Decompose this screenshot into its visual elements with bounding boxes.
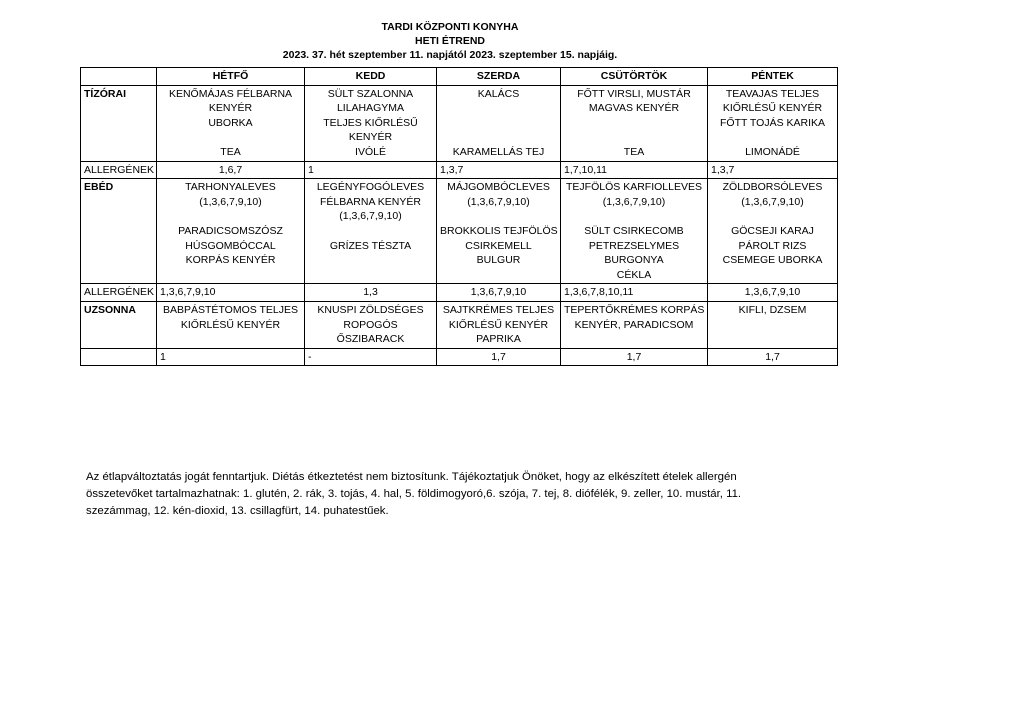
- ebed-label: EBÉD: [81, 179, 157, 284]
- uzsonna-wednesday: [437, 301, 561, 348]
- menu-line: [564, 209, 704, 224]
- menu-line: MÁJGOMBÓCLEVES: [447, 181, 550, 194]
- menu-line: (1,3,6,7,9,10): [467, 195, 530, 208]
- menu-line: KORPÁS KENYÉR: [185, 254, 276, 267]
- menu-line: TARHONYALEVES: [185, 181, 276, 194]
- allergen-label-empty: [81, 348, 157, 366]
- menu-line: PAPRIKA: [476, 333, 521, 346]
- uzsonna-thursday: [561, 301, 708, 348]
- menu-line: KENYÉR: [348, 131, 393, 144]
- menu-line: MAGVAS KENYÉR: [588, 102, 680, 115]
- disclaimer: [86, 469, 826, 520]
- corner-cell: [81, 68, 157, 86]
- allergen-value: -: [305, 348, 437, 366]
- menu-line: KENYÉR: [208, 102, 253, 115]
- menu-line: SÜLT CSIRKECOMB: [584, 224, 684, 237]
- menu-line: ZÖLDBORSÓLEVES: [722, 181, 823, 194]
- menu-line: SÜLT SZALONNA: [327, 87, 414, 100]
- menu-line: IVÓLÉ: [355, 145, 386, 158]
- menu-line: HÚSGOMBÓCCAL: [185, 239, 276, 252]
- menu-line: KARAMELLÁS TEJ: [452, 145, 545, 158]
- menu-line: [440, 116, 557, 131]
- date-range: 2023. 37. hét szeptember 11. napjától 2023. szeptember 15. napjáig.: [282, 49, 618, 61]
- allergen-value: 1: [157, 348, 305, 366]
- ebed-monday: [157, 179, 305, 284]
- uzsonna-label: UZSONNA: [81, 301, 157, 348]
- menu-line: FÉLBARNA KENYÉR: [320, 195, 421, 208]
- tizorai-label: TÍZÓRAI: [81, 85, 157, 161]
- allergen-value: 1,3,6,7,9,10: [708, 284, 838, 302]
- tizorai-thursday: [561, 85, 708, 161]
- allergen-value: 1,7: [708, 348, 838, 366]
- allergen-value: 1,3,7: [437, 161, 561, 179]
- uzsonna-allergen-row: [81, 348, 838, 366]
- allergen-value: 1,6,7: [157, 161, 305, 179]
- allergen-label: ALLERGÉNEK: [81, 161, 157, 179]
- menu-line: ŐSZIBARACK: [336, 333, 405, 346]
- disclaimer-line: összetevőket tartalmazhatnak: 1. glutén, 2. rák, 3. tojás, 4. hal, 5. földimogyoró,6. szója, 7. tej, 8. diófélék, 9. zeller, 10. mustár, 11.: [86, 488, 742, 500]
- allergen-value: 1,3: [305, 284, 437, 302]
- uzsonna-row: [81, 301, 838, 348]
- menu-line: [160, 130, 301, 145]
- menu-title: HETI ÉTREND: [414, 35, 485, 47]
- day-thursday: CSÜTÖRTÖK: [561, 68, 708, 86]
- menu-line: [308, 224, 433, 239]
- menu-line: KENŐMÁJAS FÉLBARNA: [168, 87, 293, 100]
- ebed-thursday: [561, 179, 708, 284]
- menu-line: CSEMEGE UBORKA: [722, 254, 823, 267]
- menu-line: TELJES KIŐRLÉSŰ: [323, 116, 418, 129]
- menu-line: [440, 101, 557, 116]
- uzsonna-friday: [708, 301, 838, 348]
- menu-line: KIŐRLÉSŰ KENYÉR: [180, 318, 281, 331]
- ebed-allergen-row: [81, 284, 838, 302]
- allergen-label: ALLERGÉNEK: [81, 284, 157, 302]
- disclaimer-line: szezámmag, 12. kén-dioxid, 13. csillagfürt, 14. puhatestűek.: [86, 505, 389, 517]
- menu-header: [230, 20, 670, 62]
- menu-line: LILAHAGYMA: [336, 102, 405, 115]
- menu-line: (1,3,6,7,9,10): [602, 195, 666, 208]
- kitchen-name: TARDI KÖZPONTI KONYHA: [381, 21, 519, 33]
- menu-line: ROPOGÓS: [343, 318, 398, 331]
- menu-line: FŐTT VIRSLI, MUSTÁR: [577, 87, 691, 100]
- menu-line: GRÍZES TÉSZTA: [329, 239, 412, 252]
- menu-line: [711, 209, 834, 224]
- ebed-friday: [708, 179, 838, 284]
- tizorai-allergen-row: [81, 161, 838, 179]
- allergen-value: 1,3,6,7,9,10: [437, 284, 561, 302]
- uzsonna-monday: [157, 301, 305, 348]
- menu-line: TEA: [623, 145, 645, 158]
- menu-line: PETREZSELYMES: [588, 239, 680, 252]
- uzsonna-tuesday: [305, 301, 437, 348]
- weekly-menu-table: [80, 67, 838, 366]
- menu-line: CSIRKEMELL: [465, 239, 532, 252]
- tizorai-row: [81, 85, 838, 161]
- allergen-value: 1: [305, 161, 437, 179]
- menu-line: [440, 209, 557, 224]
- menu-line: BULGUR: [476, 254, 521, 267]
- tizorai-friday: [708, 85, 838, 161]
- menu-line: TEJFÖLÖS KARFIOLLEVES: [566, 181, 702, 194]
- menu-line: FŐTT TOJÁS KARIKA: [719, 116, 826, 129]
- menu-line: SAJTKRÉMES TELJES: [442, 303, 555, 316]
- allergen-value: 1,3,7: [708, 161, 838, 179]
- ebed-tuesday: [305, 179, 437, 284]
- menu-line: CÉKLA: [616, 268, 652, 281]
- day-friday: PÉNTEK: [708, 68, 838, 86]
- menu-line: TEPERTŐKRÉMES KORPÁS: [564, 303, 705, 316]
- menu-line: BURGONYA: [604, 254, 664, 267]
- menu-line: LIMONÁDÉ: [745, 145, 800, 158]
- tizorai-wednesday: [437, 85, 561, 161]
- menu-line: PÁROLT RIZS: [738, 239, 807, 252]
- menu-line: [564, 116, 704, 131]
- menu-line: KENYÉR, PARADICSOM: [574, 318, 694, 331]
- tizorai-monday: [157, 85, 305, 161]
- menu-line: (1,3,6,7,9,10): [199, 195, 262, 208]
- disclaimer-line: Az étlapváltoztatás jogát fenntartjuk. Diétás étkeztetést nem biztosítunk. Tájékoztatjuk Önöket, hogy az elkészített ételek allergén: [86, 471, 737, 483]
- ebed-row: [81, 179, 838, 284]
- menu-line: KNUSPI ZÖLDSÉGES: [317, 303, 424, 316]
- day-wednesday: SZERDA: [437, 68, 561, 86]
- menu-line: [711, 130, 834, 145]
- allergen-value: 1,3,6,7,9,10: [157, 284, 305, 302]
- menu-line: [440, 130, 557, 145]
- menu-line: TEA: [220, 145, 241, 158]
- menu-line: [564, 130, 704, 145]
- menu-line: PARADICSOMSZÓSZ: [178, 224, 283, 237]
- menu-line: KALÁCS: [477, 87, 520, 100]
- allergen-value: 1,3,6,7,8,10,11: [561, 284, 708, 302]
- tizorai-tuesday: [305, 85, 437, 161]
- menu-line: KIFLI, DZSEM: [738, 303, 807, 316]
- ebed-wednesday: [437, 179, 561, 284]
- menu-line: BABPÁSTÉTOMOS TELJES: [163, 303, 298, 316]
- menu-line: LEGÉNYFOGÓLEVES: [316, 181, 425, 194]
- allergen-value: 1,7: [437, 348, 561, 366]
- menu-line: (1,3,6,7,9,10): [741, 195, 804, 208]
- menu-line: (1,3,6,7,9,10): [339, 210, 402, 223]
- menu-line: [160, 209, 301, 224]
- menu-line: KIŐRLÉSŰ KENYÉR: [448, 318, 549, 331]
- menu-line: BROKKOLIS TEJFÖLÖS: [440, 224, 558, 237]
- menu-line: KIŐRLÉSŰ KENYÉR: [722, 102, 823, 115]
- allergen-value: 1,7: [561, 348, 708, 366]
- allergen-value: 1,7,10,11: [561, 161, 708, 179]
- day-monday: HÉTFŐ: [157, 68, 305, 86]
- menu-line: TEAVAJAS TELJES: [725, 87, 820, 100]
- days-header-row: [81, 68, 838, 86]
- day-tuesday: KEDD: [305, 68, 437, 86]
- menu-line: GÖCSEJI KARAJ: [731, 224, 814, 237]
- menu-line: UBORKA: [208, 116, 253, 129]
